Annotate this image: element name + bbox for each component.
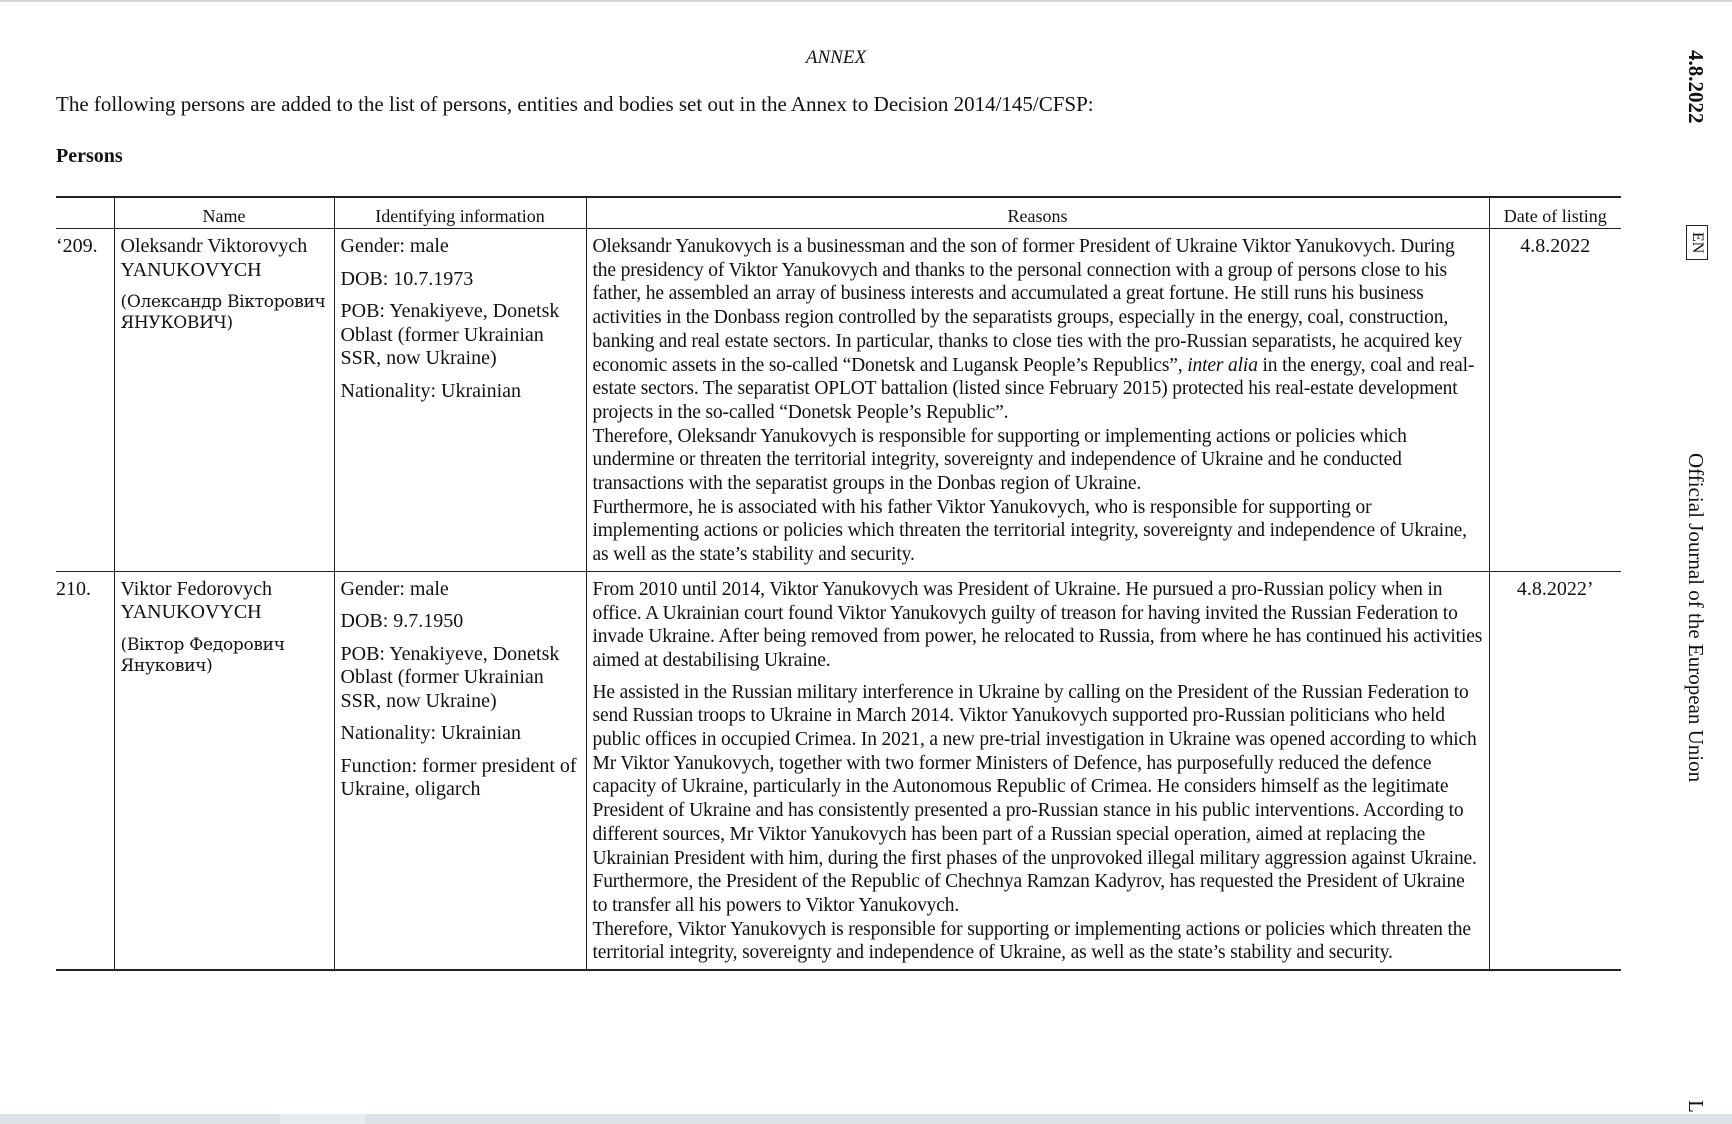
header-reasons: Reasons <box>586 197 1489 229</box>
identifying-info-cell <box>334 229 586 572</box>
viewer-bottom-bar <box>0 1114 1732 1124</box>
table-row <box>56 571 1621 970</box>
intro-paragraph: The following persons are added to the list of persons, entities and bodies set out in the Annex to Decision 2014/145/CFSP: <box>56 92 1094 116</box>
reasons-text: Oleksandr Yanukovych is a businessman and the son of former President of Ukraine Viktor Yanukovych. During the presidency of Viktor Yanukovych and thanks to the personal connection with a group of persons close to his father, he assembled an array of business interests and accumulated a great fortune. He still runs his business activities in the Donbass region controlled by the separatists groups, especially in the energy, coal, construction, banking and real estate sectors. In particular, thanks to close ties with the pro-Russian separatists, he acquired key economic assets in the so-called “Donetsk and Lugansk People’s Republics”, <box>592 236 1463 376</box>
name-cyrillic-line: (Олександр Вікторович <box>120 292 326 312</box>
annex-title: ANNEX <box>805 47 867 68</box>
series-letter: L <box>1684 1100 1708 1113</box>
name-cyrillic-line: Янукович) <box>120 655 213 676</box>
info-function: Function: former president of Ukraine, oligarch <box>340 754 577 801</box>
header-date-of-listing: Date of listing <box>1489 197 1621 229</box>
reasons-paragraph: Therefore, Oleksandr Yanukovych is responsible for supporting or implementing actions or policies which undermine or threaten the territorial integrity, sovereignty and independence of Ukraine and he conducted transactions with the separatist groups in the Donbas region of Ukraine. <box>592 425 1407 495</box>
reasons-paragraph: Furthermore, he is associated with his father Viktor Yanukovych, who is responsible for supporting or implementing actions or policies which threaten the territorial integrity, sovereignty and independence of Ukraine, as well as the state’s stability and security. <box>592 496 1467 566</box>
name-cell <box>114 571 334 970</box>
date-of-listing: 4.8.2022’ <box>1489 571 1621 970</box>
reasons-paragraph: From 2010 until 2014, Viktor Yanukovych was President of Ukraine. He pursued a pro-Russian policy when in office. A Ukrainian court found Viktor Yanukovych guilty of treason for having invited the Russian Federation to invade Ukraine. After being removed from power, he relocated to Russia, from where he has continued his activities aimed at destabilising Ukraine. <box>592 578 1483 671</box>
reasons-italic-term: inter alia <box>1187 354 1258 376</box>
name-line: YANUKOVYCH <box>120 258 262 281</box>
reasons-cell <box>586 229 1489 572</box>
reasons-cell <box>586 571 1489 970</box>
name-line: YANUKOVYCH <box>120 601 262 624</box>
name-line: Oleksandr Viktorovych <box>120 235 308 257</box>
viewer-bar-segment <box>365 1114 1732 1124</box>
table-header-row <box>56 197 1621 229</box>
section-heading: Persons <box>56 145 123 167</box>
persons-table <box>56 196 1621 971</box>
entry-number: 210. <box>56 571 114 970</box>
header-identifying-information: Identifying information <box>334 197 586 229</box>
info-nationality: Nationality: Ukrainian <box>340 379 522 402</box>
info-pob: POB: Yenakiyeve, Donetsk Oblast (former Ukrainian SSR, now Ukraine) <box>340 300 560 369</box>
name-cell <box>114 229 334 572</box>
info-gender: Gender: male <box>340 235 449 257</box>
name-cyrillic <box>121 292 328 334</box>
header-number <box>56 197 114 229</box>
identifying-info-cell <box>334 571 586 970</box>
name-line: Viktor Fedorovych <box>120 577 273 600</box>
viewer-bar-segment <box>0 1114 280 1124</box>
reasons-text: in the energy, coal and real-estate sectors. The separatist OPLOT battalion (listed since February 2015) protected his real-estate development projects in the so-called “Donetsk People’s Republic”. <box>592 354 1475 423</box>
info-dob: DOB: 10.7.1973 <box>340 267 474 290</box>
table-row <box>56 229 1621 572</box>
reasons-paragraph: Therefore, Viktor Yanukovych is responsible for supporting or implementing actions or policies which threaten the territorial integrity, sovereignty and independence of Ukraine, as well as the state’s stability and security. <box>592 918 1471 964</box>
info-nationality: Nationality: Ukrainian <box>340 722 522 745</box>
name-cyrillic <box>121 635 328 677</box>
info-pob: POB: Yenakiyeve, Donetsk Oblast (former Ukrainian SSR, now Ukraine) <box>340 642 560 712</box>
language-badge: EN <box>1686 225 1708 260</box>
reasons-paragraph <box>593 235 1483 425</box>
header-name: Name <box>114 197 334 229</box>
entry-number: ‘209. <box>56 229 114 572</box>
name-cyrillic-line: (Віктор Федорович <box>120 634 285 655</box>
name-cyrillic-line: ЯНУКОВИЧ) <box>120 313 233 333</box>
info-gender: Gender: male <box>340 577 449 600</box>
margin-date: 4.8.2022 <box>1684 50 1708 124</box>
info-dob: DOB: 9.7.1950 <box>340 610 464 633</box>
reasons-paragraph: He assisted in the Russian military interference in Ukraine by calling on the President of the Russian Federation to send Russian troops to Ukraine in March 2014. Viktor Yanukovych supported pro-Russian politicians who held public offices in occupied Crimea. In 2021, a new pre-trial investigation in Ukraine was opened according to which Mr Viktor Yanukovych, together with two former Ministers of Defence, has purposefully reduced the defence capacity of Ukraine, particularly in the Autonomous Republic of Crimea. He considers himself as the legitimate President of Ukraine and has consistently presented a pro-Russian stance in his public interventions. According to different sources, Mr Viktor Yanukovych has been part of a Russian special operation, aimed at replacing the Ukrainian President with him, during the first phases of the unprovoked illegal military aggression against Ukraine. Furthermore, the President of the Republic of Chechnya Ramzan Kadyrov, has requested the President of Ukraine to transfer all his powers to Viktor Yanukovych. <box>592 681 1477 916</box>
date-of-listing: 4.8.2022 <box>1489 229 1621 572</box>
journal-title: Official Journal of the European Union <box>1684 453 1708 783</box>
